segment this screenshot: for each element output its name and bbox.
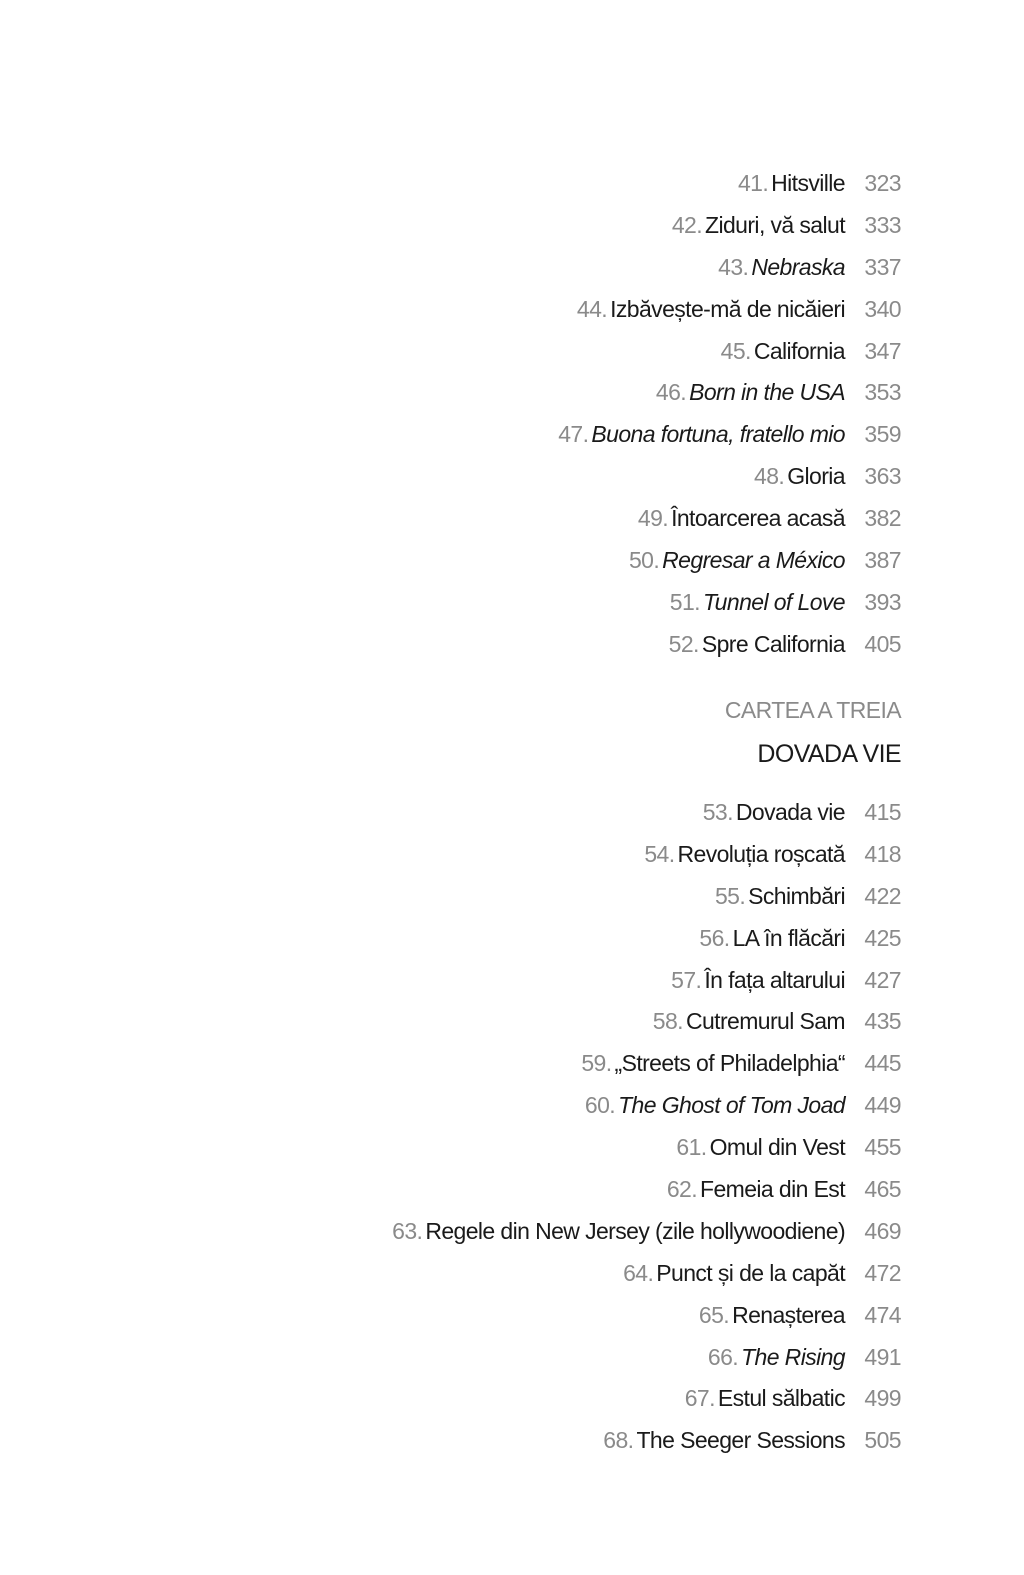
chapter-title: Buona fortuna, fratello mio [591,421,845,448]
chapter-title: Femeia din Est [700,1176,845,1203]
chapter-number: 53. [702,799,733,825]
chapter-number: 65. [698,1301,730,1328]
page-number: 363 [864,463,901,490]
page-number: 347 [864,337,901,364]
chapter-title: Gloria [787,463,845,490]
page-number: 455 [864,1134,901,1161]
section-label: CARTEA A TREIA [724,697,901,723]
chapter-title: În fața altarului [704,966,845,993]
toc-entry [201,163,901,205]
chapter-title: Born in the USA [689,379,845,406]
chapter-title: Dovada vie [735,799,845,825]
chapter-title: The Ghost of Tom Joad [618,1092,845,1119]
toc-entry [201,205,901,247]
page-number: 427 [864,966,901,993]
page-number: 323 [864,170,901,196]
chapter-title: The Seeger Sessions [636,1427,845,1454]
page-number: 393 [864,588,901,615]
page-number: 422 [864,882,901,909]
page-number: 469 [864,1217,901,1244]
chapter-title: The Rising [741,1343,845,1370]
chapter-number: 45. [720,337,751,364]
page-number: 505 [864,1427,901,1454]
chapter-number: 50. [628,547,660,574]
toc-entry [201,960,901,1002]
chapter-number: 66. [707,1343,739,1370]
chapter-title: Nebraska [751,253,845,280]
page-number: 474 [864,1301,901,1328]
chapter-title: Schimbări [748,882,845,909]
toc-entry [201,540,901,582]
chapter-number: 56. [699,924,730,951]
chapter-title: Regele din New Jersey (zile hollywoodiene) [425,1217,845,1244]
chapter-number: 44. [576,295,608,322]
toc-entry [201,247,901,289]
chapter-title: Estul sălbatic [717,1385,845,1412]
chapter-title: Întoarcerea acasă [671,505,845,532]
toc-entry [201,1085,901,1127]
page-number: 382 [864,505,901,532]
chapter-number: 48. [754,463,785,490]
chapter-number: 52. [668,630,699,657]
page-number: 405 [864,630,901,657]
page-number: 353 [864,379,901,406]
page-number: 387 [864,547,901,574]
chapter-number: 51. [669,588,700,615]
toc-entry [201,1211,901,1253]
chapter-number: 60. [584,1092,616,1119]
chapter-title: Spre California [701,630,845,657]
toc-entry [201,1337,901,1379]
chapter-title: Regresar a México [662,547,845,574]
chapter-number: 41. [737,170,769,196]
chapter-number: 55. [714,882,746,909]
chapter-title: Renașterea [732,1301,845,1328]
chapter-number: 42. [671,211,703,238]
page-number: 337 [864,253,901,280]
toc-entry [201,1295,901,1337]
chapter-number: 59. [581,1050,612,1077]
chapter-number: 61. [676,1134,707,1161]
page-number: 499 [864,1385,901,1412]
chapter-title: Izbăvește-mă de nicăieri [610,295,845,322]
toc-list-part-two [201,163,901,666]
page-number: 359 [864,421,901,448]
chapter-number: 58. [652,1008,683,1035]
chapter-number: 67. [684,1385,715,1412]
page-number: 418 [864,840,901,867]
chapter-title: Punct și de la capăt [656,1259,845,1286]
chapter-title: Cutremurul Sam [685,1008,845,1035]
page-number: 472 [864,1259,901,1286]
page-number: 445 [864,1050,901,1077]
toc-entry [201,289,901,331]
chapter-title: LA în flăcări [732,924,845,951]
page-number: 465 [864,1176,901,1203]
toc-entry [201,1043,901,1085]
chapter-number: 63. [392,1217,423,1244]
chapter-title: Revoluția roșcată [677,840,845,867]
chapter-number: 68. [603,1427,634,1454]
chapter-title: Hitsville [771,170,845,196]
toc-entry [201,582,901,624]
chapter-number: 49. [637,505,669,532]
toc-entry [201,876,901,918]
chapter-number: 64. [623,1259,654,1286]
chapter-number: 57. [671,966,702,993]
page-number: 415 [864,799,901,825]
toc-entry [201,372,901,414]
chapter-number: 62. [666,1176,697,1203]
chapter-number: 46. [655,379,687,406]
page-number: 435 [864,1008,901,1035]
chapter-title: Ziduri, vă salut [705,211,845,238]
toc-entry [201,918,901,960]
toc-entry [201,1420,901,1462]
toc-entry [201,1169,901,1211]
toc-entry [201,1378,901,1420]
page-number: 333 [864,211,901,238]
chapter-number: 54. [644,840,675,867]
toc-entry [201,1127,901,1169]
toc-entry [201,498,901,540]
page-number: 491 [864,1343,901,1370]
toc-entry [201,834,901,876]
chapter-title: Tunnel of Love [702,588,845,615]
toc-entry [201,792,901,834]
chapter-title: Omul din Vest [709,1134,845,1161]
page-number: 449 [864,1092,901,1119]
toc-list-part-three [201,792,901,1462]
toc-entry [201,456,901,498]
section-title: DOVADA VIE [757,740,901,768]
toc-entry [201,414,901,456]
chapter-number: 47. [558,421,589,448]
chapter-title: California [753,337,845,364]
toc-entry [201,1001,901,1043]
toc-entry [201,624,901,666]
page-number: 425 [864,924,901,951]
chapter-number: 43. [718,253,749,280]
page-number: 340 [864,295,901,322]
toc-entry [201,1253,901,1295]
toc-entry [201,331,901,373]
chapter-title: „Streets of Philadelphia“ [614,1050,845,1077]
